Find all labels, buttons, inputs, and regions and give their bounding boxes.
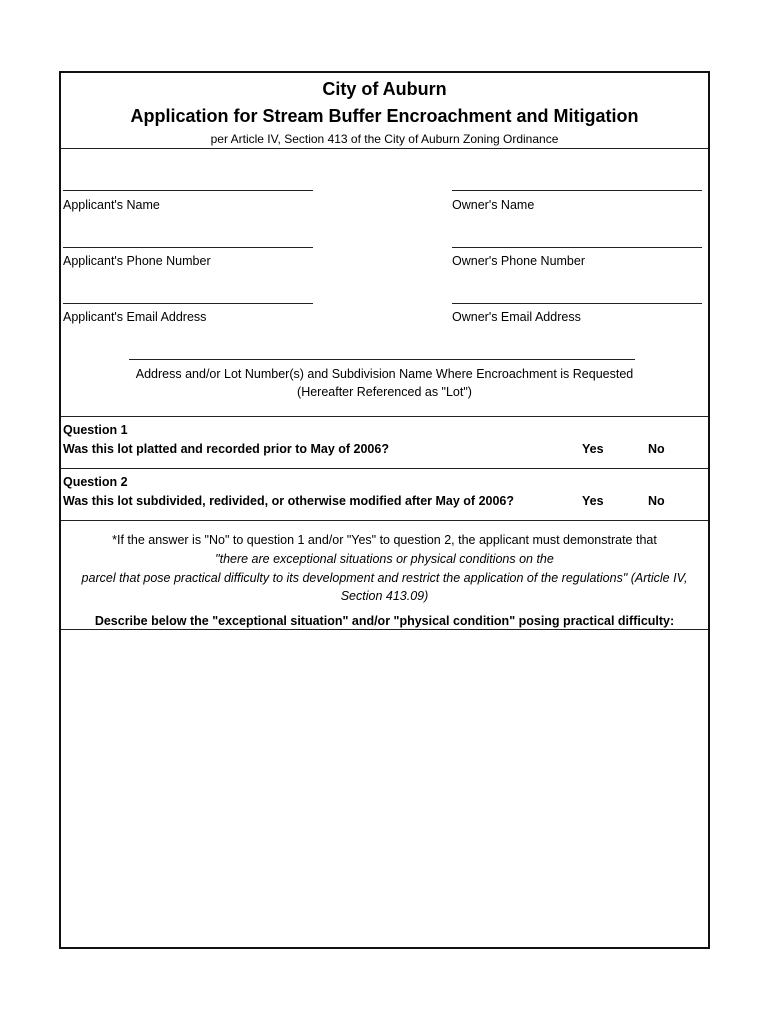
description-area[interactable] bbox=[61, 630, 708, 947]
question-2-text: Was this lot subdivided, redivided, or otherwise modified after May of 2006? bbox=[63, 494, 515, 508]
questions-divider-mid bbox=[61, 468, 708, 469]
owner-phone-label: Owner's Phone Number bbox=[452, 254, 586, 268]
form-title: Application for Stream Buffer Encroachment and Mitigation bbox=[130, 106, 639, 126]
owner-phone-line[interactable] bbox=[452, 247, 702, 248]
address-label: Address and/or Lot Number(s) and Subdivision Name Where Encroachment is Requested bbox=[135, 367, 634, 381]
applicant-email-label: Applicant's Email Address bbox=[63, 310, 207, 324]
owner-email-line[interactable] bbox=[452, 303, 702, 304]
address-line[interactable] bbox=[129, 359, 635, 360]
note-line-3: parcel that pose practical difficulty to its development and restrict the application of the regulations" (Article IV, bbox=[81, 571, 688, 585]
applicant-name-line[interactable] bbox=[63, 190, 313, 191]
note-divider bbox=[61, 520, 708, 521]
question-2-label: Question 2 bbox=[63, 475, 128, 489]
question-1-no-option[interactable]: No bbox=[648, 442, 665, 456]
question-2-yes-option[interactable]: Yes bbox=[582, 494, 604, 508]
application-form bbox=[59, 71, 710, 949]
note-line-2: "there are exceptional situations or physical conditions on the bbox=[215, 552, 554, 566]
header-divider bbox=[61, 148, 708, 149]
city-title: City of Auburn bbox=[322, 79, 447, 99]
question-1-yes-option[interactable]: Yes bbox=[582, 442, 604, 456]
note-line-3-wrap bbox=[61, 571, 708, 585]
applicant-phone-line[interactable] bbox=[63, 247, 313, 248]
applicant-phone-label: Applicant's Phone Number bbox=[63, 254, 211, 268]
question-1-text: Was this lot platted and recorded prior to May of 2006? bbox=[63, 442, 389, 456]
questions-divider-top bbox=[61, 416, 708, 417]
owner-name-line[interactable] bbox=[452, 190, 702, 191]
note-line-4: Section 413.09) bbox=[340, 589, 429, 603]
question-2-no-option[interactable]: No bbox=[648, 494, 665, 508]
note-line-2-wrap bbox=[61, 552, 708, 566]
applicant-name-label: Applicant's Name bbox=[63, 198, 160, 212]
applicant-email-line[interactable] bbox=[63, 303, 313, 304]
form-subtitle: per Article IV, Section 413 of the City of Auburn Zoning Ordinance bbox=[210, 132, 559, 146]
address-sublabel: (Hereafter Referenced as "Lot") bbox=[297, 385, 472, 399]
question-1-label: Question 1 bbox=[63, 423, 128, 437]
note-line-4-wrap bbox=[61, 589, 708, 603]
note-line-1: *If the answer is "No" to question 1 and/or "Yes" to question 2, the applicant must demonstrate that bbox=[112, 533, 657, 547]
owner-name-label: Owner's Name bbox=[452, 198, 535, 212]
owner-email-label: Owner's Email Address bbox=[452, 310, 581, 324]
description-instruction: Describe below the "exceptional situation" and/or "physical condition" posing practical difficulty: bbox=[94, 614, 675, 628]
